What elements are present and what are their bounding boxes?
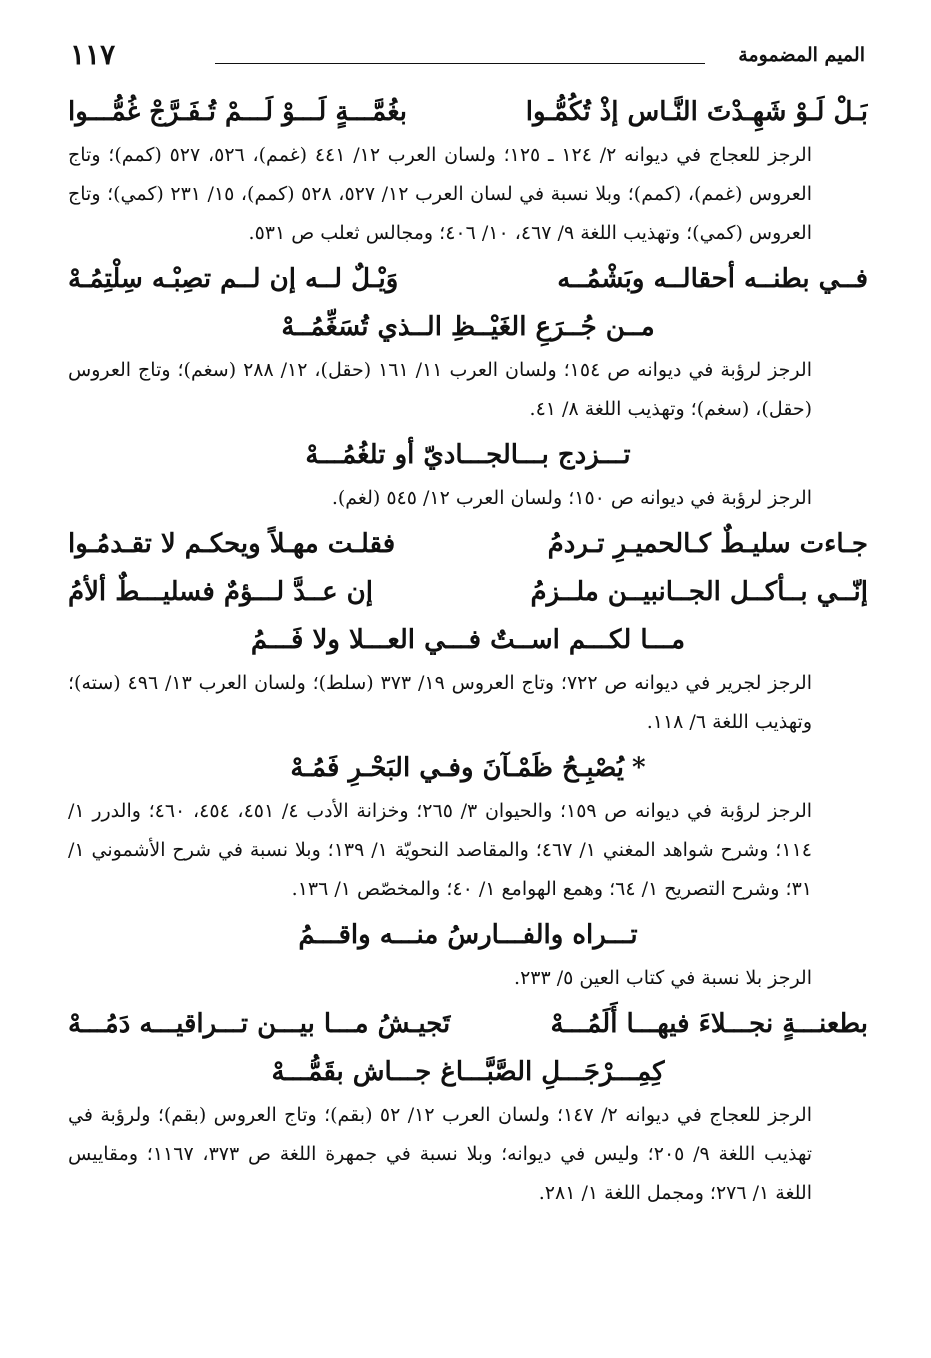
- second-hemistich: تَجيـشُ مـــا بيـــن تـــراقيـــه دَمُـــهْ: [68, 1009, 451, 1039]
- first-hemistich: بطعنـــةٍ نجـــلاءَ فيهـــا أَلَمُـــهْ: [550, 1009, 868, 1039]
- running-title: الميم المضمومة: [738, 44, 865, 66]
- page-content: [68, 88, 868, 1215]
- source-note: الرجز لرؤبة في ديوانه ص ١٥٠؛ ولسان العرب ١٢/ ٥٤٥ (لغم).: [331, 487, 812, 509]
- verse-line-centered: مـــا لكـــم اســتٌ فـــي العـــلا ولا فَـــمُ: [250, 625, 686, 655]
- verse-line-centered: مــن جُــرَعِ الغَيْــظِ الــذي تُسَغِّمُــهْ: [281, 312, 655, 342]
- verse-line: [68, 255, 868, 303]
- verse-line: [68, 520, 868, 568]
- first-hemistich: فــي بطنــه أحقالــه وبَشْمُــه: [557, 264, 868, 294]
- source-note: الرجز بلا نسبة في كتاب العين ٥/ ٢٣٣.: [514, 967, 812, 989]
- header-rule: [215, 63, 705, 64]
- verse-line: [68, 568, 868, 616]
- second-hemistich: بغُمَّـــةٍ لَـــوْ لَـــمْ تُـفَـرَّجْ غُمُّـــوا: [68, 97, 407, 127]
- page-number: ١١٧: [70, 38, 116, 71]
- verse-line-centered: تـــزدج بـــالجـــاديّ أو تلغُمُـــهْ: [305, 440, 631, 470]
- verse-text: يُصْبِـحُ ظَمْـآنَ وفـي البَحْـرِ فَمُـهْ: [290, 753, 624, 783]
- source-note: الرجز لجرير في ديوانه ص ٧٢٢؛ وتاج العروس ١٩/ ٣٧٣ (سلط)؛ ولسان العرب ١٣/ ٤٩٦ (سته)؛ وتهذيب اللغة ٦/ ١١٨.: [68, 672, 812, 733]
- source-note: الرجز لرؤبة في ديوانه ص ١٥٤؛ ولسان العرب ١١/ ١٦١ (حقل)، ١٢/ ٢٨٨ (سغم)؛ وتاج العروس (حقل)، (سغم)؛ وتهذيب اللغة ٨/ ٤١.: [68, 359, 812, 420]
- asterisk-marker: *: [632, 753, 646, 783]
- first-hemistich: بَـلْ لَـوْ شَهِـدْتَ النَّـاس إذْ تُكُمُّـوا: [525, 97, 868, 127]
- verse-line: [68, 1000, 868, 1048]
- verse-line-centered: [68, 744, 868, 792]
- first-hemistich: إنّــي بــأكــل الجــانبيــن ملــزمُ: [530, 577, 868, 607]
- verse-line: [68, 88, 868, 136]
- source-note: الرجز لرؤبة في ديوانه ص ١٥٩؛ والحيوان ٣/ ٢٦٥؛ وخزانة الأدب ٤/ ٤٥١، ٤٥٤، ٤٦٠؛ والدرر ١/ ١١٤؛ وشرح شواهد المغني ١/ ٤٦٧؛ والمقاصد النحويّة ١/ ١٣٩؛ وبلا نسبة في شرح الأشموني ١/ ٣١؛ وشرح التصريح ١/ ٦٤؛ وهمع الهوامع ١/ ٤٠؛ والمخصّص ١/ ١٣٦.: [68, 800, 813, 900]
- source-note: الرجز للعجاج في ديوانه ٢/ ١٤٧؛ ولسان العرب ١٢/ ٥٢ (بقم)؛ وتاج العروس (بقم)؛ ولرؤبة في تهذيب اللغة ٩/ ٢٠٥؛ وليس في ديوانه؛ وبلا نسبة في جمهرة اللغة ص ٣٧٣، ١١٦٧؛ ومقاييس اللغة ١/ ٢٧٦؛ ومجمل اللغة ١/ ٢٨١.: [68, 1104, 813, 1204]
- source-note: الرجز للعجاج في ديوانه ٢/ ١٢٤ ـ ١٢٥؛ ولسان العرب ١٢/ ٤٤١ (غمم)، ٥٢٦، ٥٢٧ (كمم)؛ وتاج العروس (غمم)، (كمم)؛ وبلا نسبة في لسان العرب ١٢/ ٥٢٧، ٥٢٨ (كمم)، ١٥/ ٢٣١ (كمي)؛ وتاج العروس (كمي)؛ وتهذيب اللغة ٩/ ٤٦٧، ١٠/ ٤٠٦؛ ومجالس ثعلب ص ٥٣١.: [68, 144, 812, 244]
- second-hemistich: وَيْـلٌ لــه إن لــم تصِبْـه سِلْتِمُـهْ: [68, 264, 399, 294]
- verse-line-centered: تـــراه والفـــارسُ منـــه واقـــمُ: [298, 920, 638, 950]
- page-header: [70, 38, 865, 78]
- second-hemistich: فقلـت مهـلاً ويحكـم لا تقـدمُـوا: [68, 529, 396, 559]
- second-hemistich: إن عــدَّ لـــؤمٌ فسليـــطٌ ألأمُ: [68, 577, 373, 607]
- verse-line-centered: كِمِـــرْجَـــلِ الصَّبَّـــاغ جـــاش بقَمُّـــهْ: [271, 1057, 665, 1087]
- first-hemistich: جـاءت سليـطٌ كـالحميـرِ تـردمُ: [547, 529, 868, 559]
